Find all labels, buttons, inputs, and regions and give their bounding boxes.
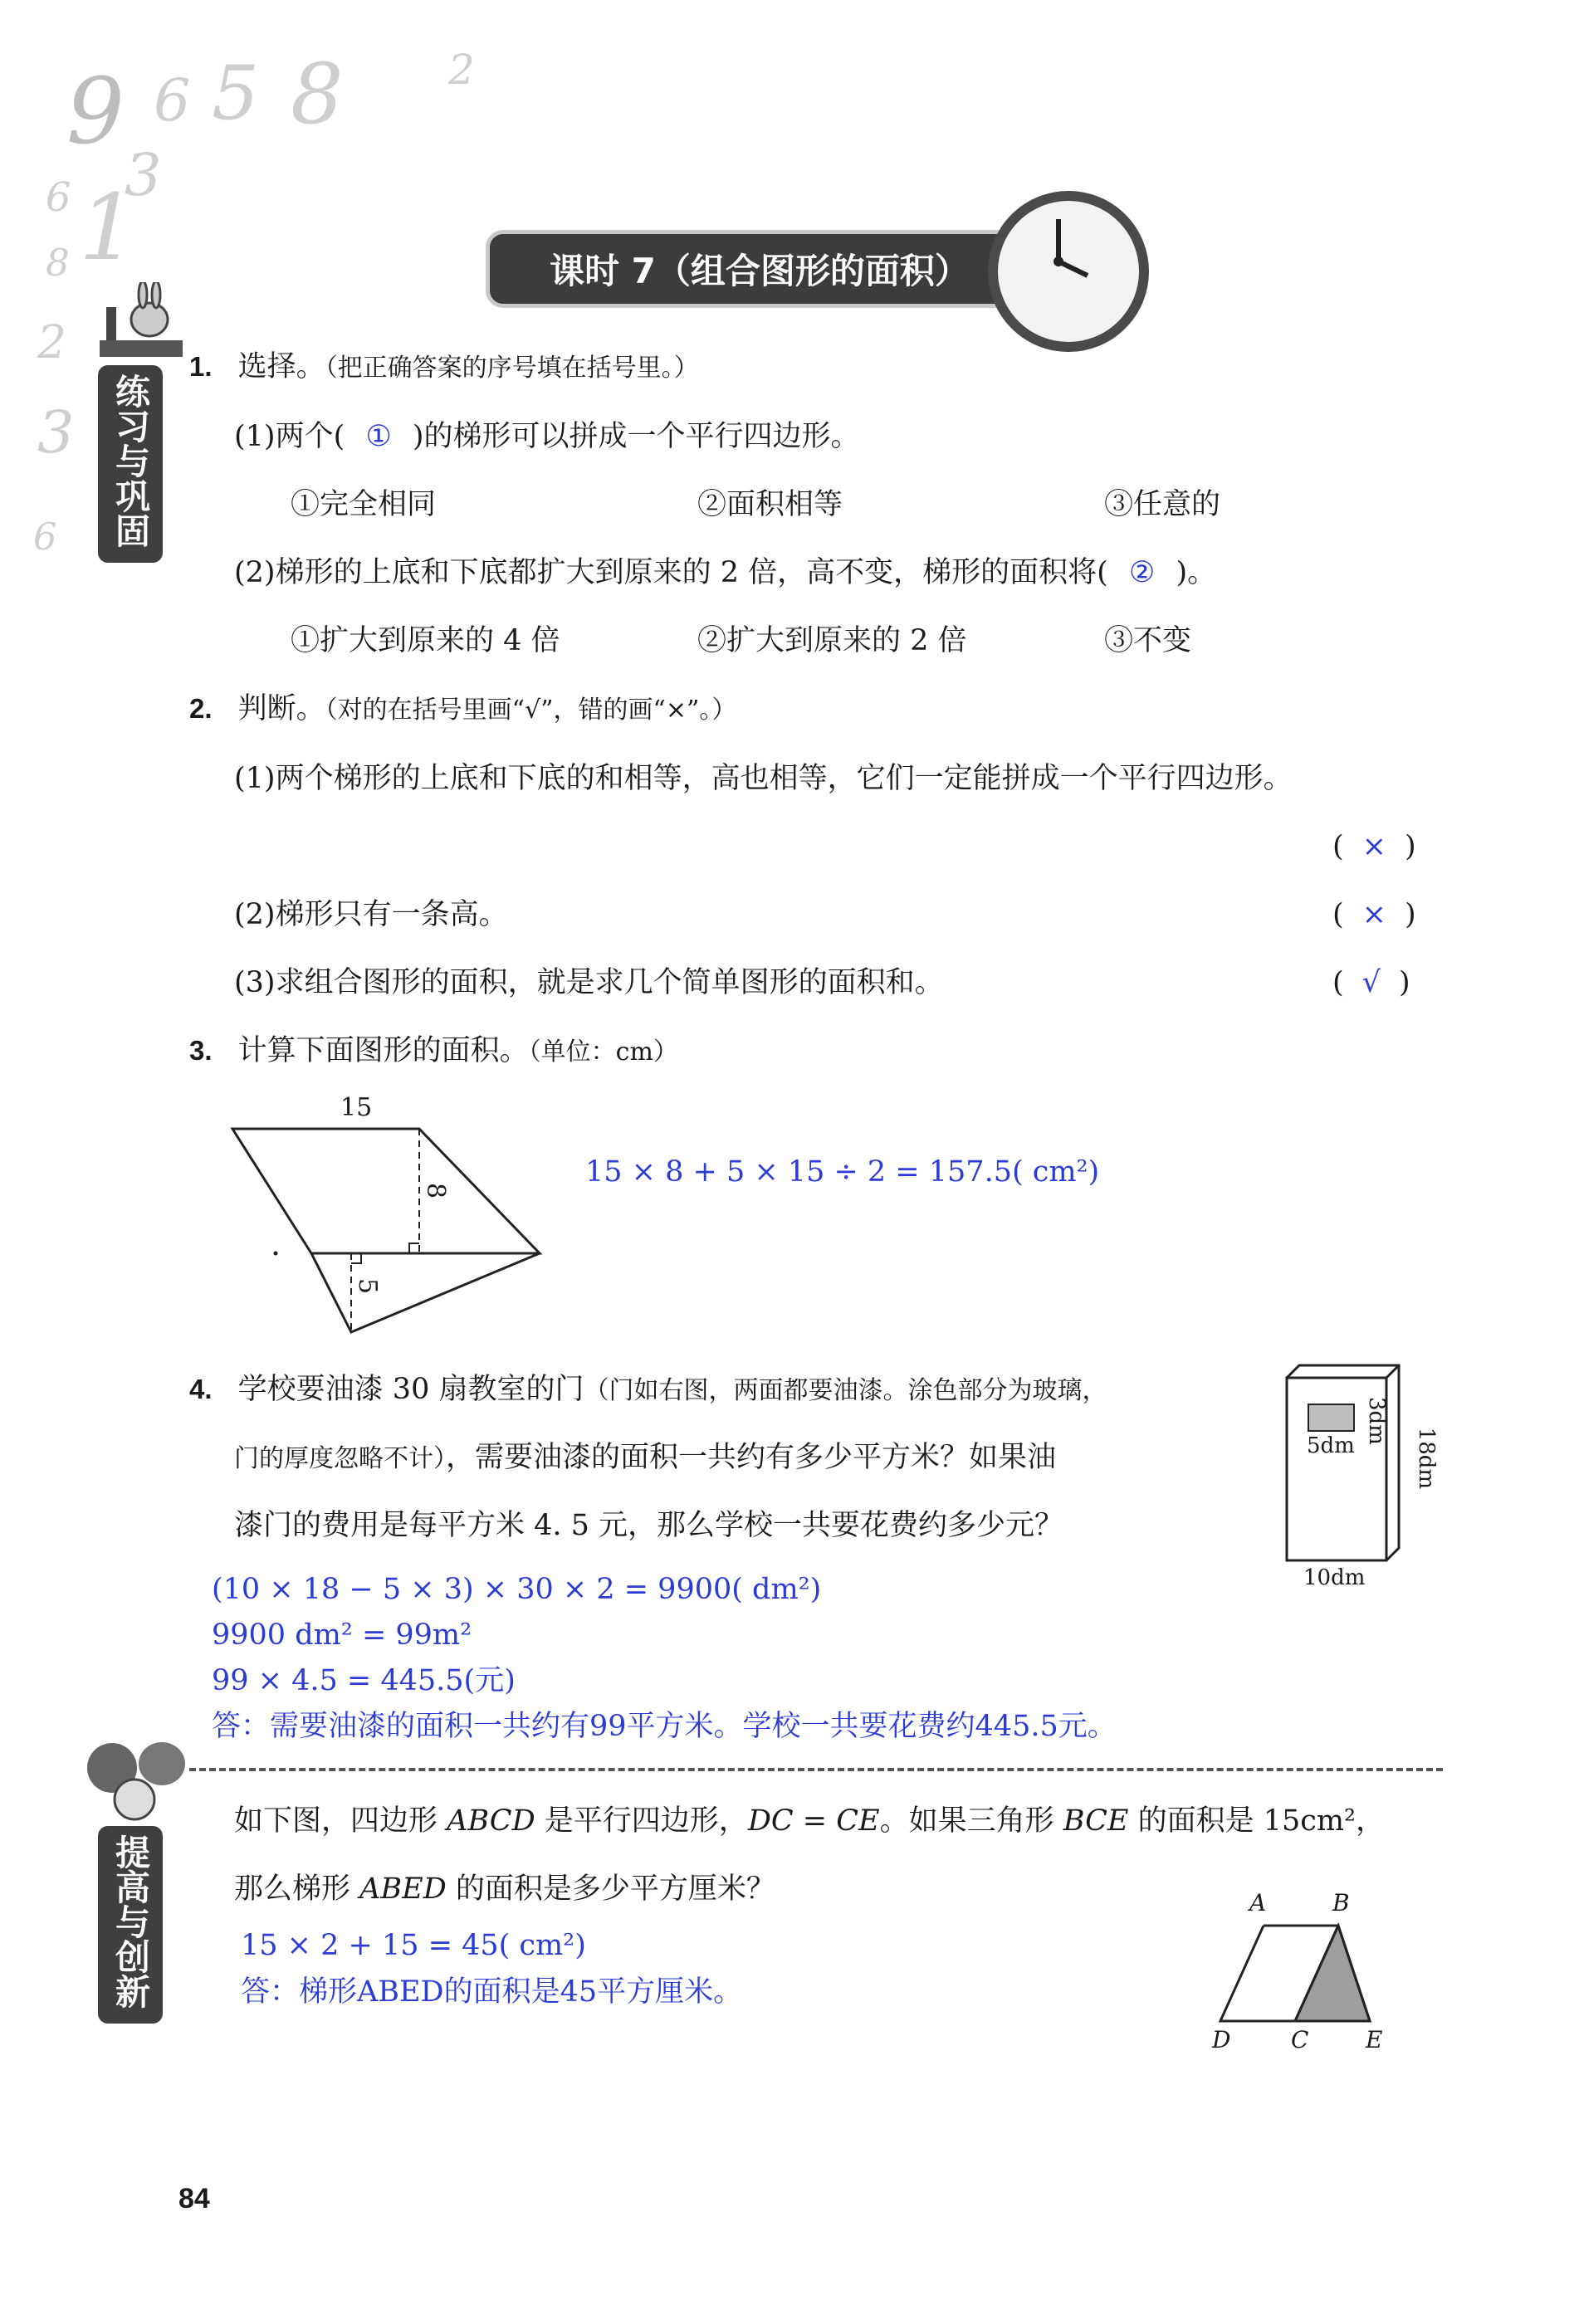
improve-tab-label: 提高与创新: [98, 1826, 163, 2024]
q1-p1-option-3: ③任意的: [1104, 488, 1221, 521]
door-label-door-height: 18dm: [1414, 1427, 1440, 1490]
figure-label-e: E: [1366, 2026, 1383, 2053]
q2-item-3: (3)求组合图形的面积，就是求几个简单图形的面积和。: [234, 966, 944, 999]
q5-figure: [1187, 1888, 1436, 2058]
q1-part-1: (1)两个( ① )的梯形可以拼成一个平行四边形。: [234, 420, 860, 453]
question-number: 4.: [189, 1374, 213, 1404]
page-number: 84: [178, 2183, 210, 2214]
q5-answer-line-1: 15 × 2 + 15 = 45( cm²): [241, 1929, 586, 1962]
question-number: 2.: [189, 693, 213, 724]
question-title: 计算下面图形的面积。: [237, 1034, 529, 1067]
lesson-title-banner: [490, 234, 1029, 304]
question-instruction: （把正确答案的序号填在括号里。）: [325, 354, 699, 383]
deco-digit: 2: [448, 46, 475, 94]
question-number: 1.: [189, 351, 213, 382]
section-divider: [189, 1768, 1443, 1771]
figure-label-height: 8: [421, 1182, 451, 1199]
door-figure: [1278, 1361, 1440, 1590]
figure-label-top: 15: [340, 1093, 373, 1122]
question-number: 3.: [189, 1035, 213, 1066]
lesson-title: 课时 7（组合图形的面积）: [550, 251, 970, 291]
q2-item-1: (1)两个梯形的上底和下底的和相等，高也相等，它们一定能拼成一个平行四边形。: [234, 762, 1293, 795]
deco-digit: 6: [46, 174, 71, 221]
question-2-heading: [189, 691, 736, 729]
q2-item-3-answer: ( √ ): [1332, 966, 1410, 999]
deco-digit: 6: [154, 66, 191, 134]
figure-label-b: B: [1332, 1889, 1350, 1916]
figure-label-triangle-height: 5: [353, 1277, 383, 1295]
question-3-heading: [189, 1033, 678, 1071]
q2-item-2: (2)梯形只有一条高。: [234, 898, 508, 931]
answer-choice: ①: [365, 420, 392, 453]
deco-digit: 6: [33, 515, 57, 559]
answer-choice: ②: [1128, 556, 1156, 589]
deco-digit: 8: [291, 46, 344, 143]
deco-digit: 1: [79, 174, 137, 281]
door-label-door-width: 10dm: [1303, 1565, 1366, 1590]
q3-figure: [224, 1087, 556, 1348]
deco-digit: 9: [66, 58, 125, 164]
rabbit-mascot-icon: [91, 282, 191, 369]
figure-label-d: D: [1212, 2026, 1231, 2053]
question-4-line-1: 4. 学校要油漆 30 扇教室的门（门如右图，两面都要油漆。涂色部分为玻璃，: [189, 1373, 1107, 1406]
question-4-line-3: 漆门的费用是每平方米 4. 5 元，那么学校一共要花费约多少元？: [234, 1509, 1064, 1542]
door-label-glass-width: 5dm: [1307, 1433, 1355, 1458]
q2-item-2-answer: ( × ): [1332, 898, 1416, 931]
deco-digit: 5: [212, 50, 260, 137]
puppy-mascot-icon: [75, 1735, 191, 1838]
question-title: 选择。: [237, 350, 325, 383]
q4-answer-line-2: 9900 dm² = 99m²: [212, 1618, 472, 1652]
question-instruction: （对的在括号里画“√”，错的画“×”。）: [325, 696, 737, 725]
question-1-heading: [189, 349, 699, 387]
q1-p2-option-2: ②扩大到原来的 2 倍: [697, 624, 967, 657]
practice-tab-label: 练习与巩固: [98, 365, 163, 563]
q1-p1-option-2: ②面积相等: [697, 488, 843, 521]
figure-label-c: C: [1291, 2026, 1309, 2053]
q1-p2-option-3: ③不变: [1104, 624, 1192, 657]
q1-p2-option-1: ①扩大到原来的 4 倍: [291, 624, 560, 657]
q1-p1-option-1: ①完全相同: [291, 488, 437, 521]
q2-item-1-answer: ( × ): [1332, 830, 1416, 863]
figure-label-a: A: [1249, 1889, 1267, 1916]
q1-part-2: (2)梯形的上底和下底都扩大到原来的 2 倍，高不变，梯形的面积将( ② )。: [234, 556, 1217, 589]
q5-answer-line-2: 答：梯形ABED的面积是45平方厘米。: [241, 1975, 743, 2009]
deco-digit: 2: [37, 315, 66, 369]
deco-digit: 3: [125, 141, 162, 209]
q3-answer: 15 × 8 + 5 × 15 ÷ 2 = 157.5( cm²): [585, 1155, 1100, 1189]
question-4-line-2: 门的厚度忽略不计），需要油漆的面积一共约有多少平方米？如果油: [234, 1441, 1057, 1474]
question-unit: （单位：cm）: [528, 1038, 678, 1067]
deco-digit: 3: [37, 398, 75, 466]
door-label-glass-height: 3dm: [1363, 1396, 1389, 1445]
deco-digit: 8: [46, 241, 70, 285]
q4-answer-line-4: 答：需要油漆的面积一共约有99平方米。学校一共要花费约445.5元。: [212, 1710, 1117, 1743]
q5-line-1: 如下图，四边形 ABCD 是平行四边形，DC = CE。如果三角形 BCE 的面积是 15cm²，: [234, 1804, 1386, 1838]
q4-answer-line-3: 99 × 4.5 = 445.5(元): [212, 1664, 516, 1697]
q5-line-2: 那么梯形 ABED 的面积是多少平方厘米？: [234, 1872, 775, 1906]
question-title: 判断。: [237, 692, 325, 725]
clock-icon: [988, 191, 1149, 352]
q4-answer-line-1: (10 × 18 − 5 × 3) × 30 × 2 = 9900( dm²): [212, 1573, 822, 1606]
